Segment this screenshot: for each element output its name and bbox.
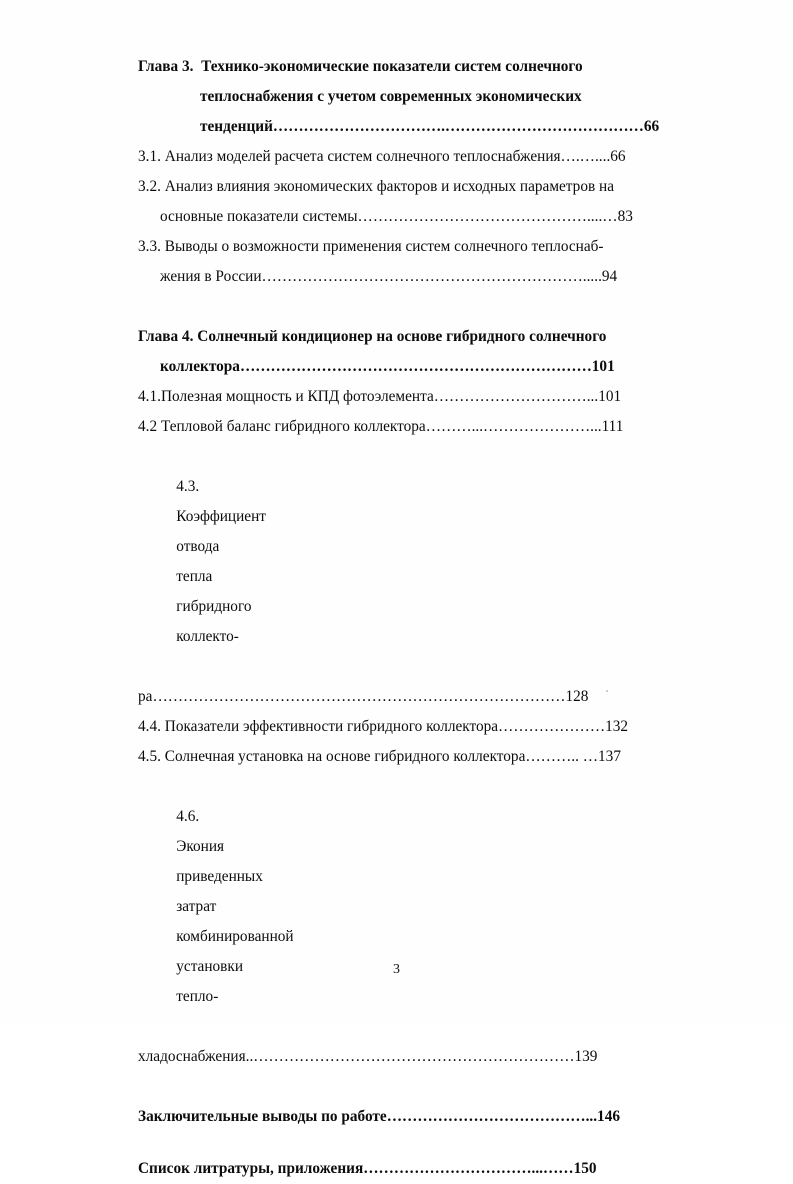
toc-line: хладоснабжения..………………………………………………………139 <box>138 1048 598 1065</box>
toc-word: приведенных <box>176 868 263 885</box>
toc-line: 4.5. Солнечная установка на основе гибридного коллектора……….. …137 <box>138 748 621 765</box>
toc-line: 3.1. Анализ моделей расчета систем солнечного теплоснабжения….…....66 <box>138 148 626 165</box>
page-number: 3 <box>393 962 400 977</box>
toc-word: затрат <box>176 898 217 915</box>
toc-entry-section-4-3 <box>138 442 716 712</box>
table-of-contents <box>138 52 716 1184</box>
toc-line: 4.1.Полезная мощность и КПД фотоэлемента…………………………...101 <box>138 388 622 405</box>
toc-line: Глава 4. Солнечный кондиционер на основе гибридного солнечного <box>138 328 607 345</box>
toc-entry-section-3-3 <box>138 232 716 292</box>
toc-entry-conclusions <box>138 1102 716 1132</box>
toc-word: 4.3. <box>176 478 200 495</box>
toc-line: Глава 3. Технико-экономические показатели систем солнечного <box>138 58 583 75</box>
toc-line: тенденций…………………………….…………………………………66 <box>200 118 660 135</box>
toc-entry-chapter-4 <box>138 322 716 382</box>
toc-word: отвода <box>176 538 220 555</box>
toc-line-justified <box>138 772 716 1042</box>
toc-line: основные показатели системы………………………………………....…83 <box>160 208 633 225</box>
toc-entry-references <box>138 1154 716 1184</box>
toc-entry-section-4-4 <box>138 712 716 742</box>
toc-entry-section-4-5 <box>138 742 716 772</box>
toc-entry-chapter-3 <box>138 52 716 142</box>
toc-line: коллектора……………………………………………………………101 <box>160 358 615 375</box>
toc-entry-section-4-2 <box>138 412 716 442</box>
toc-word: установки <box>176 958 244 975</box>
toc-word: Коэффициент <box>176 508 266 525</box>
toc-word: тепло- <box>176 988 219 1005</box>
toc-entry-section-4-6 <box>138 772 716 1072</box>
toc-line: Список литратуры, приложения……………………………...……150 <box>138 1160 597 1177</box>
toc-entry-section-3-1 <box>138 142 716 172</box>
toc-line-justified <box>138 442 716 682</box>
toc-word: 4.6. <box>176 808 200 825</box>
toc-entry-section-4-1 <box>138 382 716 412</box>
toc-word: комбинированной <box>176 928 294 945</box>
spacer <box>138 292 716 322</box>
toc-word: гибридного <box>176 598 252 615</box>
toc-line: теплоснабжения с учетом современных экономических <box>200 88 582 105</box>
toc-line: 3.2. Анализ влияния экономических факторов и исходных параметров на <box>138 178 615 195</box>
spacer <box>138 1132 716 1154</box>
toc-line: жения в России……………………………………………………….....94 <box>160 268 618 285</box>
toc-entry-section-3-2 <box>138 172 716 232</box>
toc-line: Заключительные выводы по работе…………………………………...146 <box>138 1108 621 1125</box>
toc-line: 3.3. Выводы о возможности применения систем солнечного теплоснаб- <box>138 238 604 255</box>
toc-line: 4.2 Тепловой баланс гибридного коллектора………...…………………...111 <box>138 418 624 435</box>
toc-line: 4.4. Показатели эффективности гибридного коллектора…………………132 <box>138 718 629 735</box>
spacer <box>138 1072 716 1102</box>
scan-speck <box>606 690 608 692</box>
toc-word: тепла <box>176 568 213 585</box>
toc-word: Экония <box>176 838 225 855</box>
toc-line: ра………………………………………………………………………128 <box>138 688 589 705</box>
toc-word: коллекто- <box>176 628 239 645</box>
